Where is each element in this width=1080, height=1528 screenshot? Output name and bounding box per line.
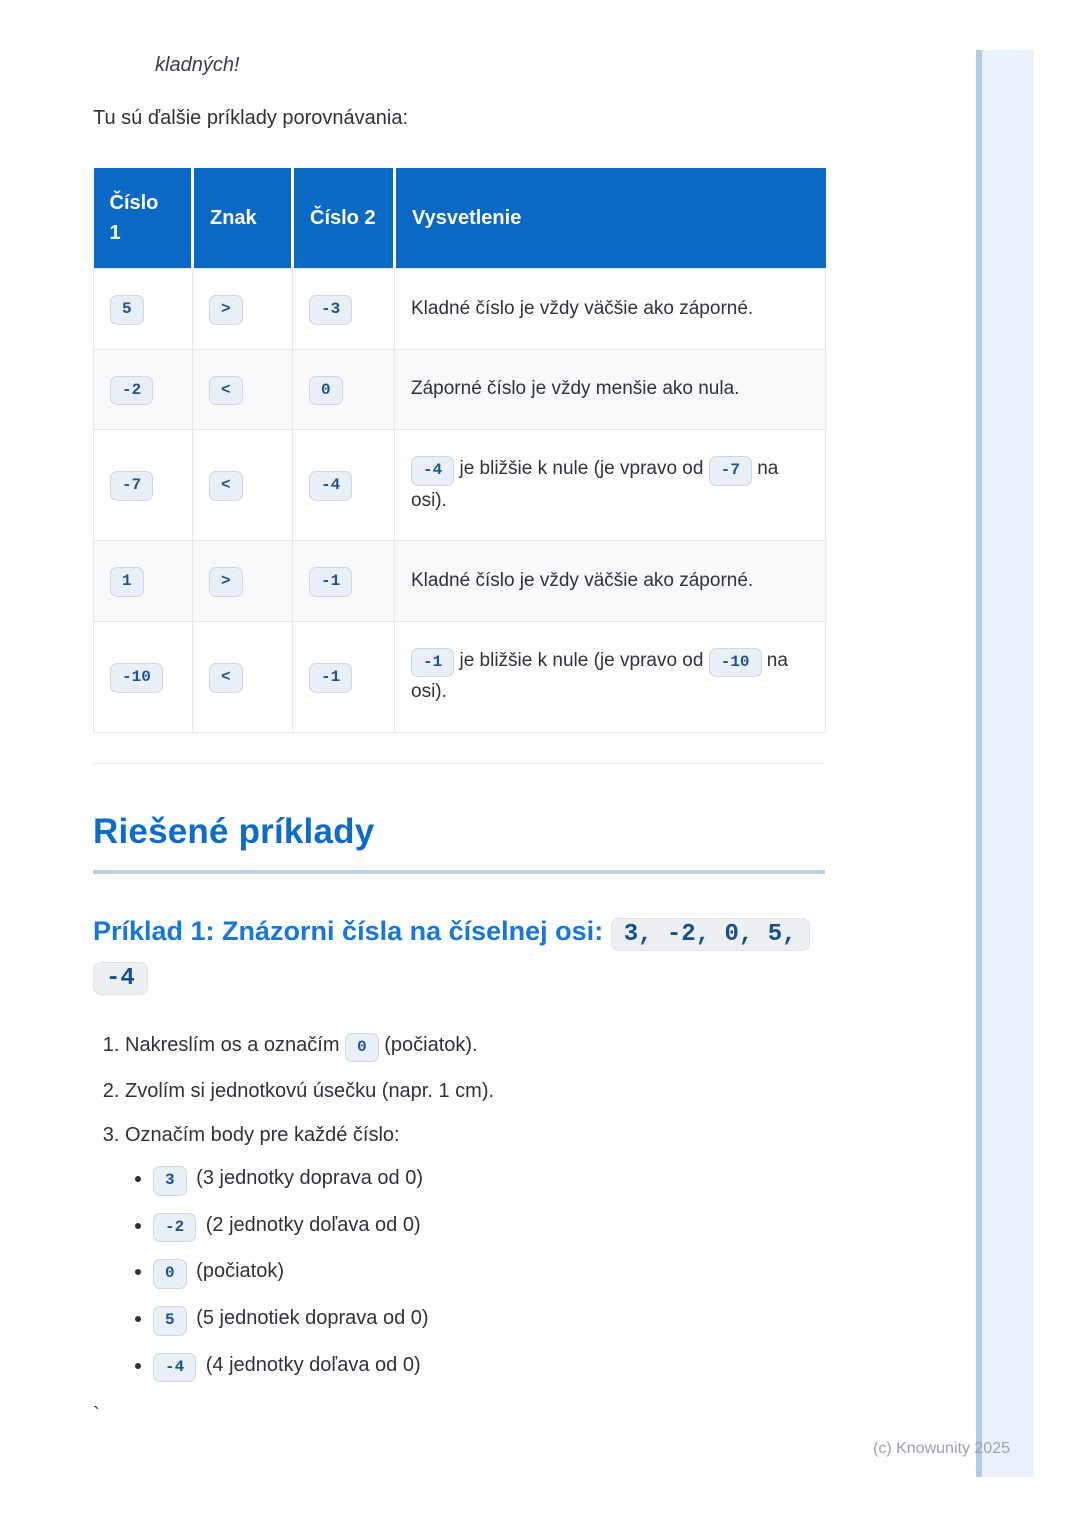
- bullet-list: [125, 1164, 825, 1382]
- comparison-table: [93, 168, 826, 733]
- table-header-cell: Číslo 1: [94, 168, 193, 269]
- inline-code-badge: -7: [709, 456, 752, 486]
- number-cell: [293, 269, 395, 350]
- inline-code-badge: -4: [153, 1353, 196, 1383]
- number-badge: -2: [110, 376, 153, 406]
- sign-cell: [193, 621, 293, 732]
- table-row: [94, 269, 826, 350]
- number-cell: [94, 430, 193, 541]
- table-header-cell: Vysvetlenie: [395, 168, 826, 269]
- text-segment: Označím body pre každé číslo:: [125, 1124, 400, 1147]
- number-badge: -3: [309, 295, 352, 325]
- inline-code-badge: -10: [709, 648, 762, 678]
- text-segment: (2 jednotky doľava od 0): [200, 1213, 421, 1236]
- number-badge: 0: [309, 376, 343, 406]
- number-badge: -7: [110, 471, 153, 501]
- text-segment: (počiatok).: [378, 1033, 478, 1056]
- table-row: [94, 621, 826, 732]
- number-cell: [94, 349, 193, 430]
- copyright-footer: (c) Knowunity 2025: [873, 1440, 1010, 1457]
- right-decorative-strip: [976, 50, 1034, 1477]
- sign-cell: [193, 349, 293, 430]
- number-badge: -1: [309, 663, 352, 693]
- sign-cell: [193, 269, 293, 350]
- steps-list: [93, 1031, 825, 1383]
- number-badge: -10: [110, 663, 163, 693]
- text-segment: (4 jednotky doľava od 0): [200, 1353, 421, 1376]
- explanation-cell: [395, 541, 826, 622]
- text-segment: (5 jednotiek doprava od 0): [190, 1306, 429, 1329]
- explanation-cell: [395, 430, 826, 541]
- example-heading-text: Príklad 1: Znázorni čísla na číselnej osi:: [93, 915, 611, 946]
- explanation-cell: [395, 621, 826, 732]
- page-title: Riešené príklady: [93, 812, 825, 874]
- number-badge: 5: [110, 295, 144, 325]
- bullet-item: [153, 1211, 825, 1243]
- number-cell: [94, 541, 193, 622]
- table-header-row: [94, 168, 826, 269]
- stray-backtick: `: [93, 1404, 100, 1427]
- sign-badge: <: [209, 471, 243, 501]
- number-cell: [94, 621, 193, 732]
- text-segment: (počiatok): [190, 1260, 284, 1283]
- step-item: [125, 1077, 825, 1106]
- table-header-cell: Znak: [193, 168, 293, 269]
- page-content: [93, 0, 825, 1427]
- intro-note-italic: kladných!: [155, 54, 240, 76]
- example-heading: [93, 910, 825, 999]
- number-cell: [293, 349, 395, 430]
- number-badge: -4: [309, 471, 352, 501]
- number-cell: [293, 430, 395, 541]
- inline-code-badge: 0: [153, 1259, 187, 1289]
- bullet-item: [153, 1351, 825, 1383]
- table-row: [94, 430, 826, 541]
- text-segment: Nakreslím os a označím: [125, 1033, 346, 1056]
- number-cell: [293, 621, 395, 732]
- table-body: [94, 269, 826, 733]
- inline-code-badge: 0: [345, 1033, 379, 1063]
- example-heading-code-badge: 3, -2, 0, 5, -4: [93, 918, 810, 995]
- sign-cell: [193, 541, 293, 622]
- bullet-item: [153, 1304, 825, 1336]
- text-segment: na osi).: [411, 458, 779, 511]
- lead-paragraph: Tu sú ďalšie príklady porovnávania:: [93, 107, 409, 129]
- inline-code-badge: -2: [153, 1213, 196, 1243]
- bullet-item: [153, 1257, 825, 1289]
- text-segment: (3 jednotky doprava od 0): [190, 1167, 423, 1190]
- inline-code-badge: 5: [153, 1306, 187, 1336]
- inline-code-badge: 3: [153, 1166, 187, 1196]
- step-item: [125, 1121, 825, 1382]
- text-segment: je bližšie k nule (je vpravo od: [454, 458, 709, 480]
- explanation-cell: [395, 269, 826, 350]
- text-segment: Kladné číslo je vždy väčšie ako záporné.: [411, 569, 754, 591]
- step-item: [125, 1031, 825, 1063]
- table-header: [94, 168, 826, 269]
- table-row: [94, 349, 826, 430]
- table-row: [94, 541, 826, 622]
- text-segment: na osi).: [411, 649, 788, 703]
- text-segment: je bližšie k nule (je vpravo od: [454, 649, 709, 671]
- inline-code-badge: -4: [411, 456, 454, 486]
- sign-cell: [193, 430, 293, 541]
- sign-badge: >: [209, 567, 243, 597]
- number-badge: 1: [110, 567, 144, 597]
- inline-code-badge: -1: [411, 648, 454, 678]
- number-cell: [94, 269, 193, 350]
- text-segment: Záporné číslo je vždy menšie ako nula.: [411, 378, 740, 400]
- sign-badge: >: [209, 295, 243, 325]
- text-segment: Zvolím si jednotkovú úsečku (napr. 1 cm).: [125, 1080, 495, 1103]
- bullet-item: [153, 1164, 825, 1196]
- table-header-cell: Číslo 2: [293, 168, 395, 269]
- sign-badge: <: [209, 663, 243, 693]
- number-cell: [293, 541, 395, 622]
- explanation-cell: [395, 349, 826, 430]
- number-badge: -1: [309, 567, 352, 597]
- section-divider: [93, 763, 825, 764]
- sign-badge: <: [209, 376, 243, 406]
- text-segment: Kladné číslo je vždy väčšie ako záporné.: [411, 297, 754, 319]
